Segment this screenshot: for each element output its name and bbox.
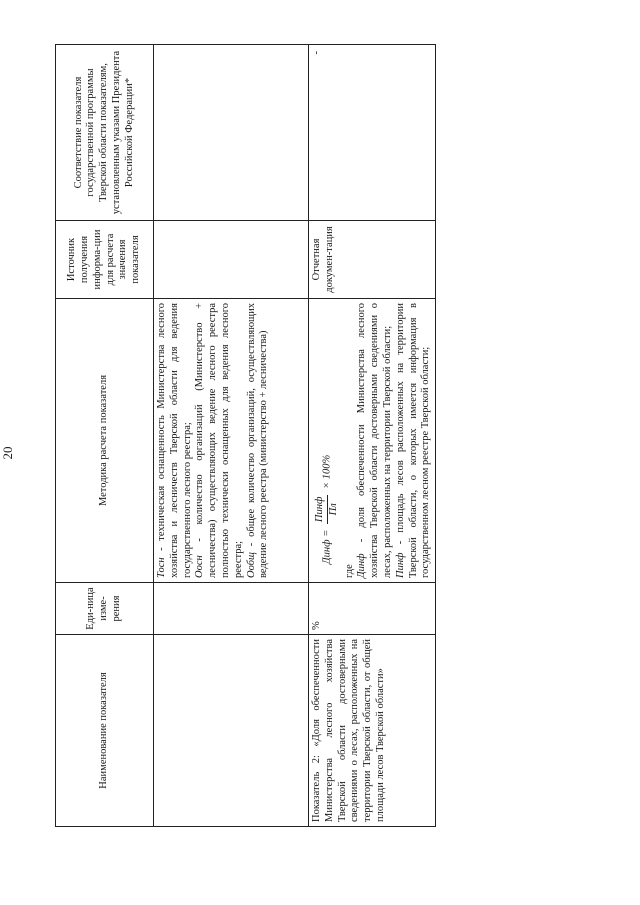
row1-name-cell xyxy=(154,635,309,827)
header-row xyxy=(56,45,154,827)
row2-source-cell: Отчетная докумен-тация xyxy=(309,221,436,299)
method-line xyxy=(246,303,272,578)
formula-numerator: Пинф xyxy=(314,495,328,525)
row2-method-cell xyxy=(309,299,436,583)
method-text: - площадь лесов расположенных на территории Тверской области, о которых имеется информация в государственном лесном реестре Тверской области; xyxy=(394,303,432,578)
where-label: где xyxy=(343,564,355,578)
header-name: Наименование показателя xyxy=(56,635,154,827)
indicator-table xyxy=(55,44,436,827)
header-source: Источник получения информа-ции для расчета значения показателя xyxy=(56,221,154,299)
row2-name-cell: Показатель 2: «Доля обеспеченности Министерства лесного хозяйства Тверской области достоверными сведениями о лесах, расположенных на территории Тверской области, от общей площади лесов Тверской области» xyxy=(309,635,436,827)
symbol: Пинф xyxy=(394,552,406,578)
page-number xyxy=(0,438,16,468)
header-unit: Еди-ница изме-рения xyxy=(56,583,154,635)
table-row xyxy=(154,45,309,827)
symbol: Оосн xyxy=(194,555,206,578)
symbol: Тосн xyxy=(156,557,167,578)
formula-tail: × 100% xyxy=(321,454,333,489)
header-conformity: Соответствие показателя государственной программы Тверской области показателям, установленным указами Президента Российской Федерации* xyxy=(56,45,154,221)
symbol: Динф xyxy=(356,553,368,578)
row1-conformity-cell xyxy=(154,45,309,221)
method-line xyxy=(395,303,433,578)
header-method: Методика расчета показателя xyxy=(56,299,154,583)
formula xyxy=(314,303,341,564)
row1-unit-cell xyxy=(154,583,309,635)
rotated-table-container xyxy=(55,45,432,827)
method-line xyxy=(356,303,394,578)
method-line xyxy=(194,303,245,578)
formula-lhs: Динф = xyxy=(321,529,333,564)
page-number-text: 20 xyxy=(0,446,15,460)
method-text: - доля обеспеченности Министерства лесного хозяйства Тверской области достоверными сведениями о лесах, расположенных на территории Тверской области; xyxy=(356,303,393,578)
method-text: - количество организаций (Министерство + лесничества) осуществляющих ведение лесного реестра полностью технически оснащенных для ведения лесного реестра; xyxy=(194,303,244,578)
row1-method-cell xyxy=(154,299,309,583)
method-line xyxy=(156,303,194,578)
row2-conformity-cell: - xyxy=(309,45,436,221)
method-text: - техническая оснащенность Министерства лесного хозяйства и лесничеств Тверской области для ведения государственного лесного реестра; xyxy=(156,303,193,578)
symbol: Ообщ xyxy=(245,552,257,578)
method-text: - общее количество организаций, осуществляющих ведение лесного реестра (министерство + лесничества) xyxy=(245,303,270,578)
formula-fraction xyxy=(314,495,341,525)
formula-denominator: Пл xyxy=(327,503,339,516)
row1-source-cell xyxy=(154,221,309,299)
table-row xyxy=(309,45,436,827)
row2-unit-cell: % xyxy=(309,583,436,635)
